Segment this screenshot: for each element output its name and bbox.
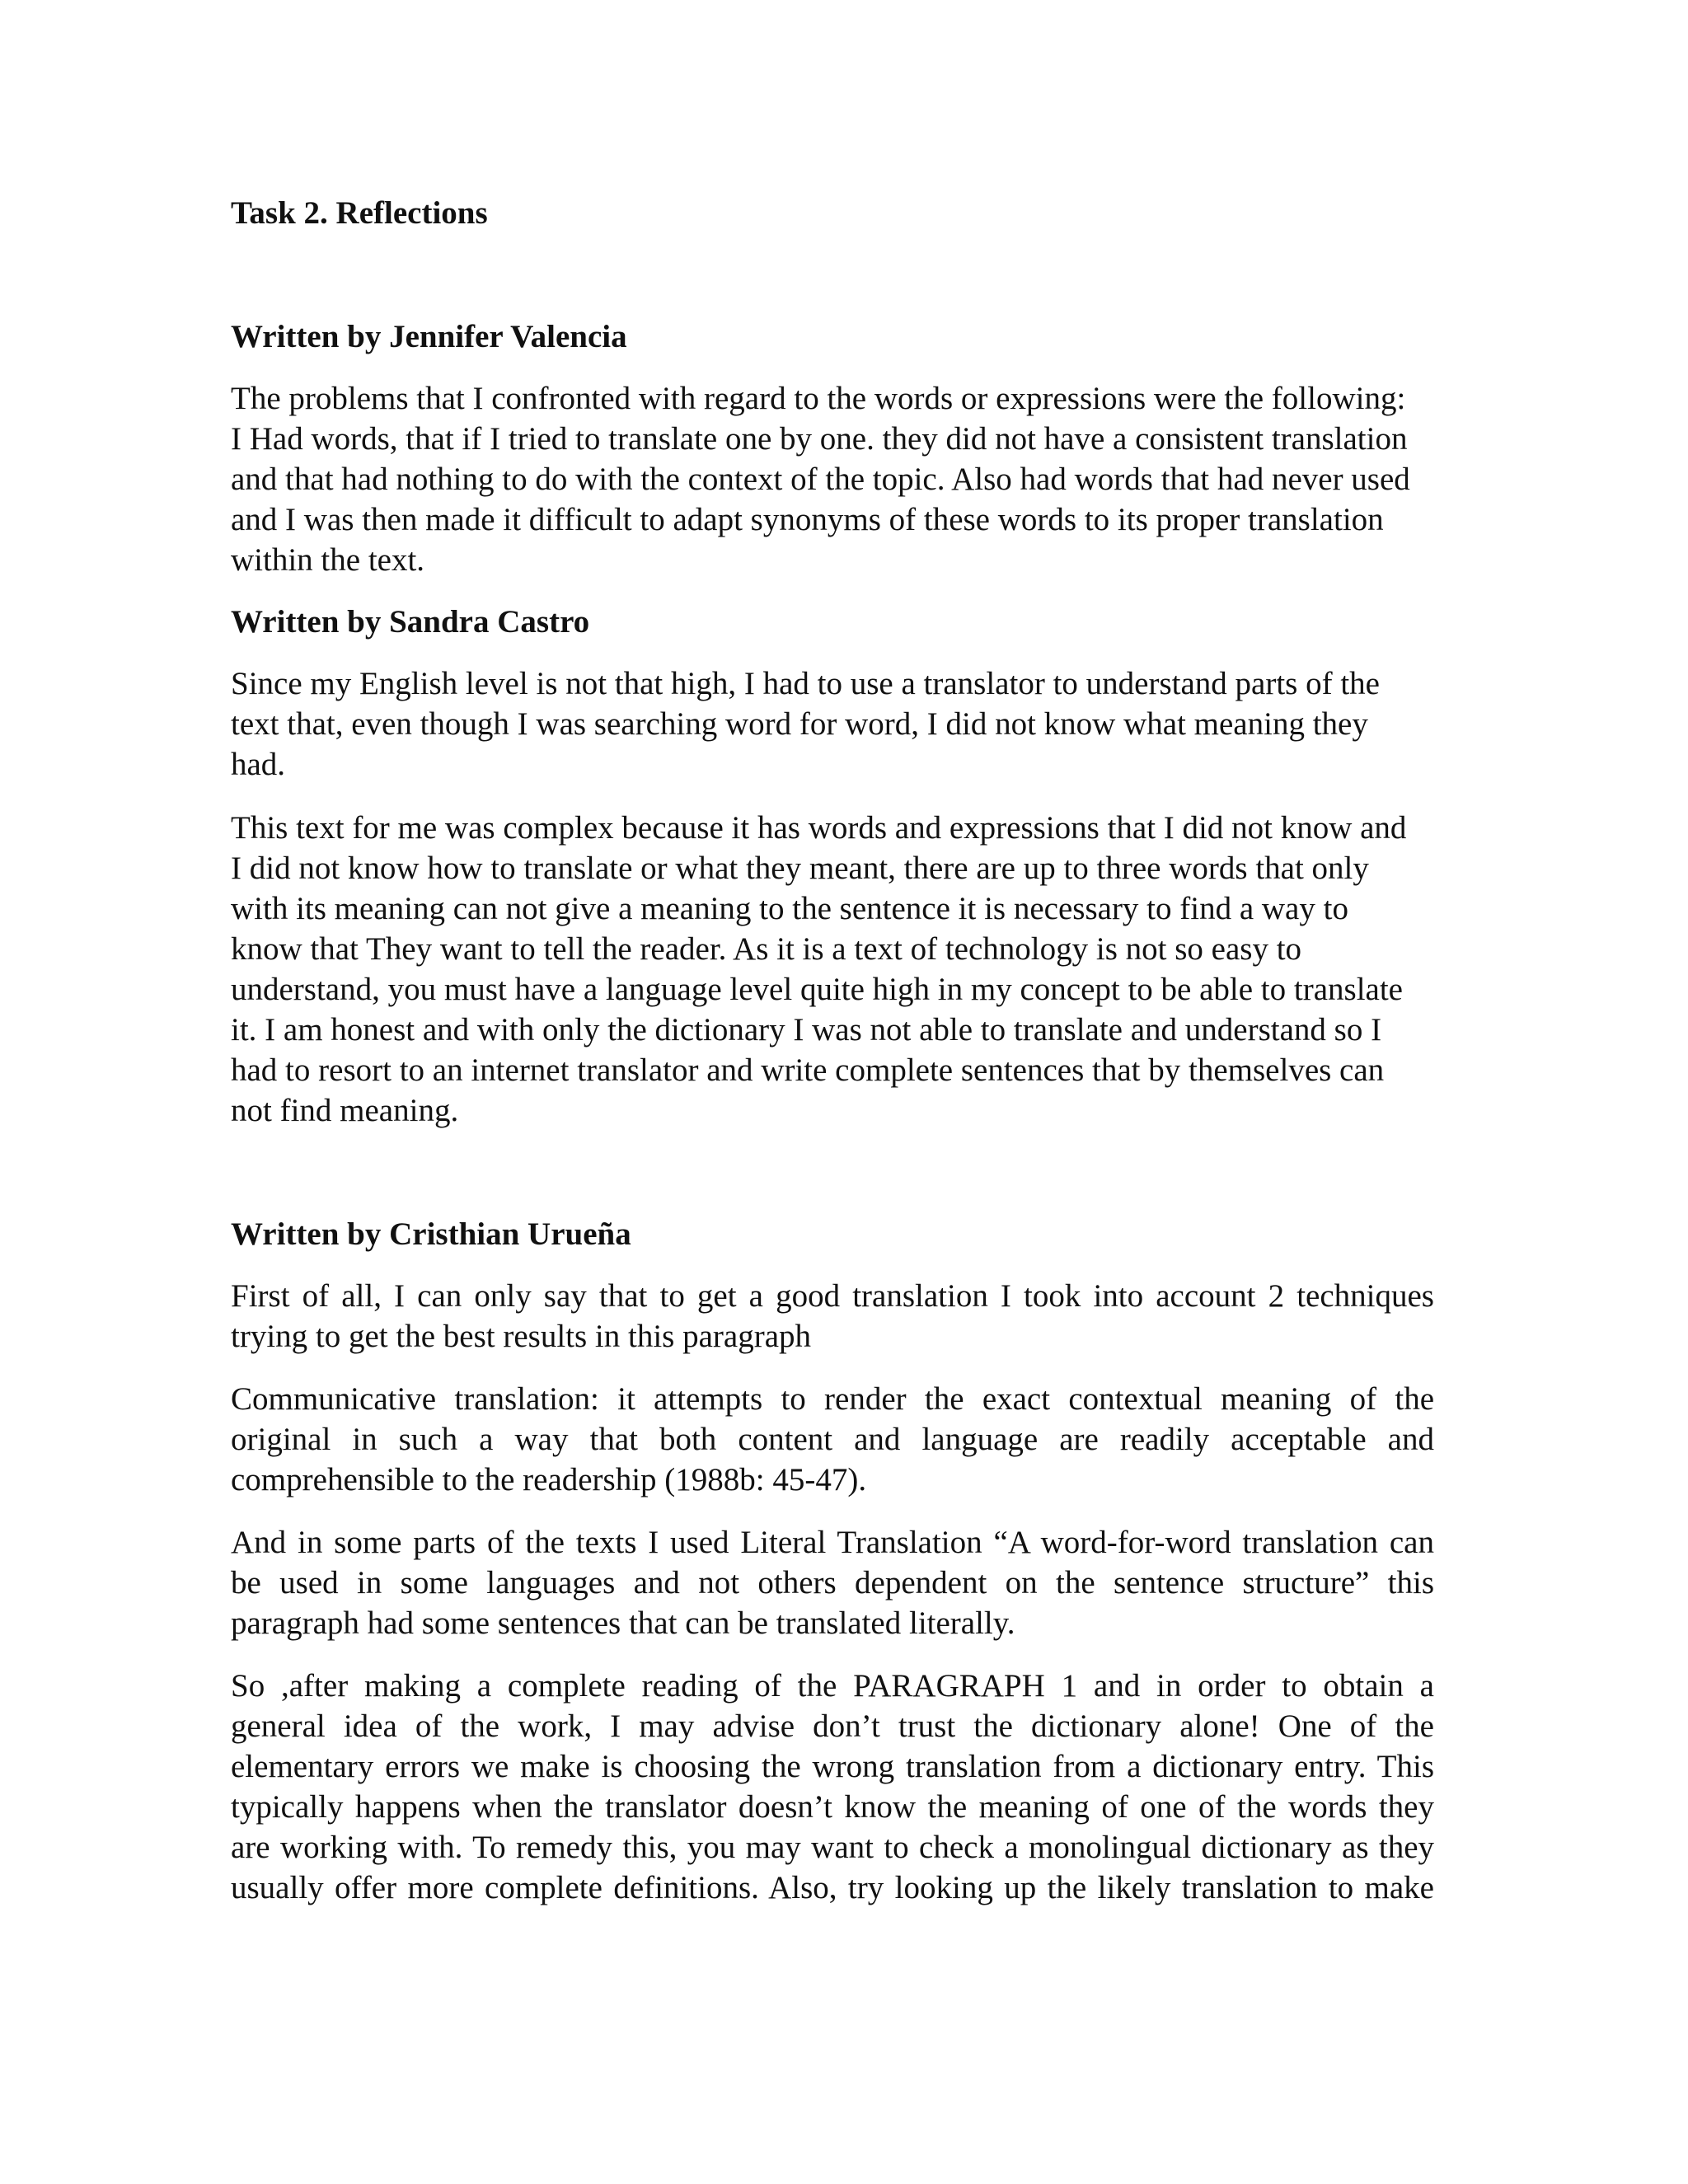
- paragraph-line: elementary errors we make is choosing the wrong translation from a dictionary entry. This: [231, 1749, 1434, 1784]
- section-heading-cristhian-uruena: Written by Cristhian Urueña: [231, 1216, 631, 1252]
- paragraph-line: general idea of the work, I may advise don’t trust the dictionary alone! One of the: [231, 1708, 1434, 1744]
- paragraph-line: First of all, I can only say that to get a good translation I took into account 2 techniques: [231, 1278, 1434, 1314]
- paragraph-line: within the text.: [231, 542, 425, 578]
- paragraph-line: Since my English level is not that high, I had to use a translator to understand parts of the: [231, 666, 1380, 701]
- paragraph-line: with its meaning can not give a meaning to the sentence it is necessary to find a way to: [231, 891, 1348, 926]
- paragraph-line: So ,after making a complete reading of the PARAGRAPH 1 and in order to obtain a: [231, 1668, 1434, 1704]
- paragraph-line: I Had words, that if I tried to translate one by one. they did not have a consistent translation: [231, 421, 1408, 457]
- paragraph-line: I did not know how to translate or what they meant, there are up to three words that only: [231, 851, 1369, 886]
- paragraph-line: comprehensible to the readership (1988b: 45-47).: [231, 1462, 867, 1497]
- paragraph-line: know that They want to tell the reader. As it is a text of technology is not so easy to: [231, 931, 1302, 967]
- paragraph-line: The problems that I confronted with regard to the words or expressions were the following:: [231, 381, 1406, 416]
- paragraph-line: Communicative translation: it attempts to render the exact contextual meaning of the: [231, 1381, 1434, 1417]
- paragraph-line: text that, even though I was searching word for word, I did not know what meaning they: [231, 706, 1368, 742]
- paragraph-line: trying to get the best results in this paragraph: [231, 1319, 812, 1354]
- paragraph-line: understand, you must have a language level quite high in my concept to be able to translate: [231, 972, 1403, 1007]
- section-heading-sandra-castro: Written by Sandra Castro: [231, 604, 590, 640]
- paragraph-line: it. I am honest and with only the dictionary I was not able to translate and understand so I: [231, 1012, 1382, 1047]
- paragraph-line: not find meaning.: [231, 1093, 459, 1128]
- paragraph-line: original in such a way that both content and language are readily acceptable and: [231, 1422, 1434, 1457]
- paragraph-line: and I was then made it difficult to adapt synonyms of these words to its proper translation: [231, 502, 1384, 537]
- paragraph-line: and that had nothing to do with the context of the topic. Also had words that had never used: [231, 462, 1410, 497]
- paragraph-line: And in some parts of the texts I used Literal Translation “A word-for-word translation can: [231, 1525, 1434, 1560]
- paragraph-line: This text for me was complex because it has words and expressions that I did not know and: [231, 810, 1407, 846]
- paragraph-line: paragraph had some sentences that can be translated literally.: [231, 1605, 1015, 1641]
- paragraph-line: typically happens when the translator doesn’t know the meaning of one of the words they: [231, 1789, 1434, 1825]
- paragraph-line: had.: [231, 747, 286, 782]
- paragraph-line: be used in some languages and not others dependent on the sentence structure” this: [231, 1565, 1434, 1601]
- paragraph-line: usually offer more complete definitions. Also, try looking up the likely translation to make: [231, 1870, 1434, 1905]
- section-heading-jennifer-valencia: Written by Jennifer Valencia: [231, 319, 627, 354]
- document-title: Task 2. Reflections: [231, 195, 488, 231]
- paragraph-line: had to resort to an internet translator and write complete sentences that by themselves can: [231, 1052, 1385, 1088]
- paragraph-line: are working with. To remedy this, you may want to check a monolingual dictionary as they: [231, 1830, 1434, 1865]
